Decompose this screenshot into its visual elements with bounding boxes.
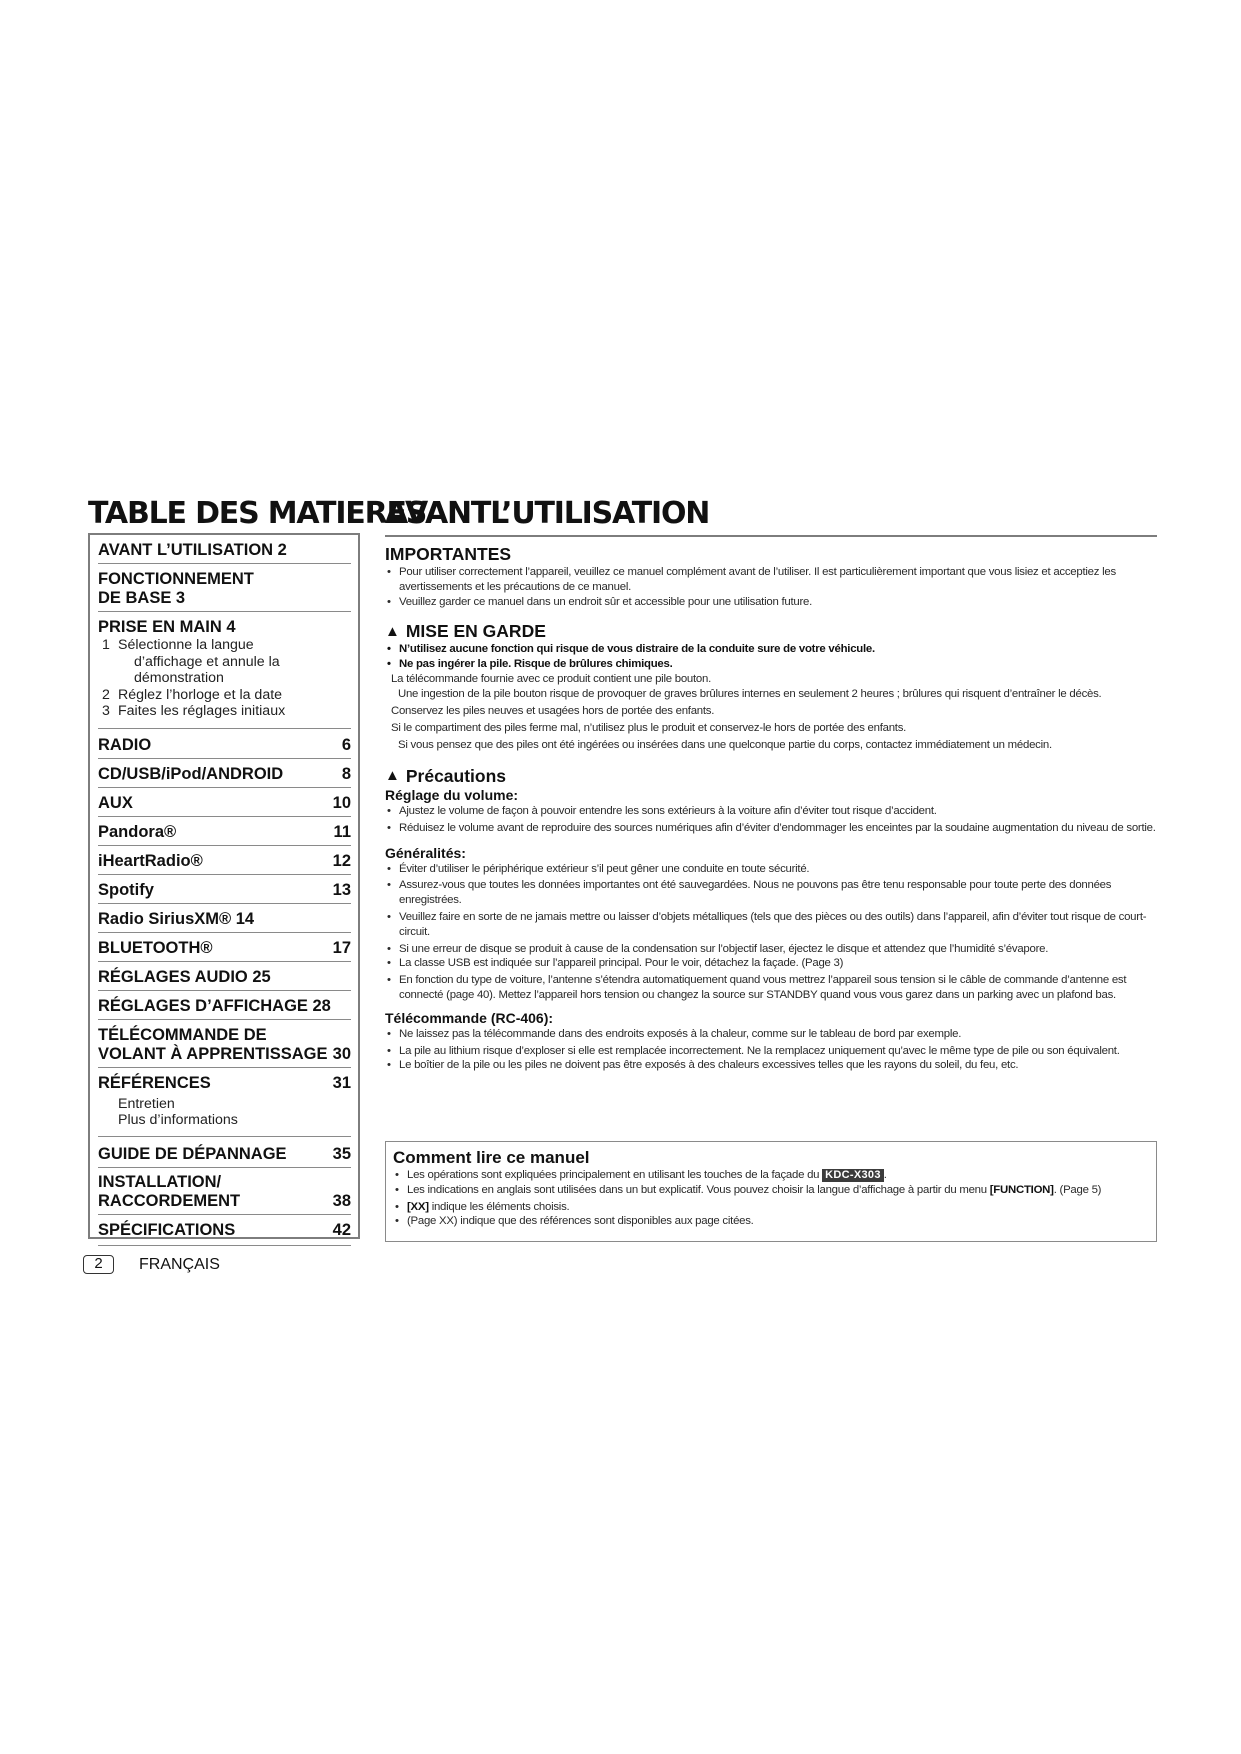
toc-page: 35 — [332, 1144, 351, 1163]
toc-page: 6 — [341, 735, 351, 754]
mise-en-garde-list — [385, 642, 1157, 672]
toc-entry[interactable] — [98, 875, 351, 904]
how-to-read-list — [393, 1168, 1148, 1229]
toc-label: Spotify — [98, 880, 154, 899]
toc-page: 42 — [332, 1220, 351, 1239]
toc-subitem-number: 2 — [102, 686, 110, 703]
how-to-read-box — [385, 1141, 1157, 1242]
toc-subitem-number: 3 — [102, 703, 110, 719]
general-list — [385, 862, 1157, 1003]
toc-label: RÉGLAGES AUDIO 25 — [98, 967, 271, 986]
toc-entry[interactable] — [98, 539, 351, 564]
toc-subitem[interactable] — [98, 703, 351, 725]
toc-label: RADIO — [98, 735, 152, 754]
toc-entry[interactable] — [98, 933, 351, 962]
paragraph: La télécommande fournie avec ce produit contient une pile bouton. — [391, 672, 711, 685]
toc-subitem-label-cont: d’affichage et annule la démonstration — [134, 653, 280, 686]
list-item: • Réduisez le volume avant de reproduire des sources numériques afin d’éviter d’endommager les enceintes par la soudaine augmentation du niveau de sortie. — [385, 821, 1157, 836]
toc-label: INSTALLATION/ RACCORDEMENT — [98, 1172, 241, 1210]
toc-label: TÉLÉCOMMANDE DE VOLANT À APPRENTISSAGE — [98, 1025, 328, 1063]
toc-page: 17 — [332, 938, 351, 957]
toc-subitem[interactable]: Plus d’informations — [118, 1112, 238, 1128]
mise-en-garde-label: MISE EN GARDE — [405, 621, 546, 642]
toc-label: SPÉCIFICATIONS — [98, 1220, 236, 1239]
warning-icon: ▲ — [385, 622, 400, 640]
toc-subitem[interactable] — [98, 687, 351, 704]
list-item: • Pour utiliser correctement l’appareil, veuillez ce manuel complément avant de l’utiliser. Il est particulièrement important que vous lisiez et acceptiez les avertissements et les précautions de ce manuel. — [385, 565, 1157, 595]
list-item — [393, 1200, 1148, 1215]
list-item: • La classe USB est indiquée sur l’appareil principal. Pour le voir, détachez la façade. (Page 3) — [385, 956, 1157, 971]
how-to-read-heading: Comment lire ce manuel — [393, 1148, 590, 1167]
remote-list — [385, 1027, 1157, 1073]
toc-entry[interactable] — [98, 788, 351, 817]
precautions-heading — [385, 765, 1157, 787]
toc-entry[interactable] — [98, 991, 351, 1020]
toc-entry[interactable] — [98, 1137, 351, 1168]
toc-entry[interactable] — [98, 564, 351, 612]
importantes-list — [385, 565, 1157, 609]
toc-title: TABLE DES MATIERES — [88, 496, 427, 531]
volume-list — [385, 804, 1157, 836]
text-span: Les indications en anglais sont utilisées dans un but explicatif. Vous pouvez choisir la langue d’affichage à partir du menu — [407, 1183, 990, 1196]
remote-heading: Télécommande (RC-406): — [385, 1009, 554, 1026]
toc-entry[interactable] — [98, 1068, 351, 1137]
toc-page: 11 — [333, 822, 351, 841]
toc-entry[interactable] — [98, 1215, 351, 1246]
toc-entry[interactable] — [98, 1168, 351, 1215]
list-item: • Si une erreur de disque se produit à cause de la condensation sur l’objectif laser, éjectez le disque et attendez que l’humidité s’évapore. — [385, 942, 1157, 957]
toc-page: 30 — [332, 1044, 351, 1063]
toc-page: 10 — [332, 793, 351, 812]
volume-heading: Réglage du volume: — [385, 786, 519, 803]
function-key-label: [FUNCTION] — [989, 1183, 1054, 1196]
language-label: FRANÇAIS — [139, 1256, 220, 1273]
toc-page: 38 — [332, 1191, 351, 1210]
toc-label: AVANT L’UTILISATION 2 — [98, 541, 287, 559]
list-item: • Ne pas ingérer la pile. Risque de brûlures chimiques. — [385, 657, 1157, 672]
toc-entry[interactable] — [98, 962, 351, 991]
mise-en-garde-heading — [385, 620, 1157, 642]
toc-subitem-number: 1 — [102, 637, 110, 653]
text-span: . (Page 5) — [1053, 1183, 1102, 1196]
importantes-heading: IMPORTANTES — [385, 544, 512, 564]
toc-entry[interactable] — [98, 612, 351, 729]
toc-entry[interactable] — [98, 817, 351, 846]
main-content — [385, 543, 1157, 1073]
list-item: • Ajustez le volume de façon à pouvoir entendre les sons extérieurs à la voiture afin d’éviter tout risque d’accident. — [385, 804, 1157, 819]
general-heading: Généralités: — [385, 844, 466, 861]
toc-entry[interactable] — [98, 759, 351, 788]
toc-label: CD/USB/iPod/ANDROID — [98, 764, 284, 783]
list-item: • N’utilisez aucune fonction qui risque de vous distraire de la conduite sure de votre véhicule. — [385, 642, 1157, 657]
paragraph: Si le compartiment des piles ferme mal, n’utilisez plus le produit et conservez-le hors de portée des enfants. — [391, 721, 907, 734]
table-of-contents — [88, 533, 360, 1239]
text-span: indique les éléments choisis. — [428, 1200, 570, 1213]
precautions-label: Précautions — [405, 765, 507, 786]
toc-page: 12 — [332, 851, 351, 870]
warning-icon: ▲ — [385, 767, 400, 785]
list-item: • (Page XX) indique que des références sont disponibles aux page citées. — [393, 1214, 1148, 1229]
toc-page: 8 — [341, 764, 351, 783]
toc-subitem[interactable] — [98, 637, 351, 687]
toc-page: 13 — [332, 880, 351, 899]
list-item: • Éviter d’utiliser le périphérique extérieur s’il peut gêner une conduite en toute sécurité. — [385, 862, 1157, 877]
selected-item-label: [XX] — [407, 1200, 429, 1213]
list-item — [393, 1168, 1148, 1183]
toc-label: GUIDE DE DÉPANNAGE — [98, 1144, 287, 1163]
page-title: AVANTL’UTILISATION — [385, 496, 710, 531]
list-item: • En fonction du type de voiture, l’antenne s’étendra automatiquement quand vous mettrez l’appareil sous tension si le câble de commande d’antenne est connecté (page 40). Mettez l’appareil hors tension ou changez la source sur STANDBY quand vous vous garez dans un parking avec un plafond bas. — [385, 973, 1157, 1003]
toc-label: FONCTIONNEMENT DE BASE 3 — [98, 570, 254, 607]
list-item: • Veuillez faire en sorte de ne jamais mettre ou laisser d’objets métalliques (tels que des pièces ou des outils) dans l’appareil, afin d’éviter tout risque de court-circuit. — [385, 910, 1157, 940]
toc-label: Radio SiriusXM® 14 — [98, 909, 255, 928]
toc-label: iHeartRadio® — [98, 851, 203, 870]
toc-label: AUX — [98, 793, 133, 812]
list-item: • Le boîtier de la pile ou les piles ne doivent pas être exposés à des chaleurs excessives telles que les rayons du soleil, du feu, etc. — [385, 1058, 1157, 1073]
page-number: 2 — [83, 1255, 114, 1274]
toc-label: Pandora® — [98, 822, 177, 841]
toc-label: RÉGLAGES D’AFFICHAGE 28 — [98, 996, 331, 1015]
toc-label: BLUETOOTH® — [98, 938, 213, 957]
paragraph: Si vous pensez que des piles ont été ingérées ou insérées dans une quelconque partie du corps, contactez immédiatement un médecin. — [398, 738, 1052, 751]
list-item: • Assurez-vous que toutes les données importantes ont été sauvegardées. Nous ne pouvons pas être tenu responsable pour toute perte des données enregistrées. — [385, 878, 1157, 908]
list-item: • Veuillez garder ce manuel dans un endroit sûr et accessible pour une utilisation future. — [385, 595, 1157, 610]
toc-entry[interactable] — [98, 1020, 351, 1068]
toc-subitem-label: Sélectionne la langue — [118, 637, 254, 653]
toc-entry[interactable] — [98, 846, 351, 875]
toc-subitem-label: Réglez l’horloge et la date — [118, 686, 283, 703]
list-item — [393, 1183, 1148, 1198]
toc-subitem-label: Faites les réglages initiaux — [118, 703, 286, 719]
list-item: • Ne laissez pas la télécommande dans des endroits exposés à la chaleur, comme sur le tableau de bord par exemple. — [385, 1027, 1157, 1042]
model-badge: KDC-X303 — [822, 1169, 884, 1182]
toc-entry[interactable] — [98, 904, 351, 933]
toc-label: RÉFÉRENCES — [98, 1073, 211, 1092]
paragraph: Une ingestion de la pile bouton risque de provoquer de graves brûlures internes en seulement 2 heures ; brûlures qui risquent d’entraîner le décès. — [398, 687, 1102, 700]
text-span: . — [883, 1169, 887, 1181]
paragraph: Conservez les piles neuves et usagées hors de portée des enfants. — [391, 704, 715, 717]
toc-label: PRISE EN MAIN 4 — [98, 618, 236, 636]
text-span: Les opérations sont expliquées principalement en utilisant les touches de la façade du — [407, 1169, 823, 1181]
toc-page: 31 — [332, 1073, 351, 1092]
title-divider — [385, 535, 1157, 537]
toc-entry[interactable] — [98, 729, 351, 759]
list-item: • La pile au lithium risque d’exploser si elle est remplacée incorrectement. Ne la remplacez uniquement qu’avec le même type de pile ou son équivalent. — [385, 1044, 1157, 1059]
toc-subitem[interactable]: Entretien — [118, 1095, 175, 1112]
